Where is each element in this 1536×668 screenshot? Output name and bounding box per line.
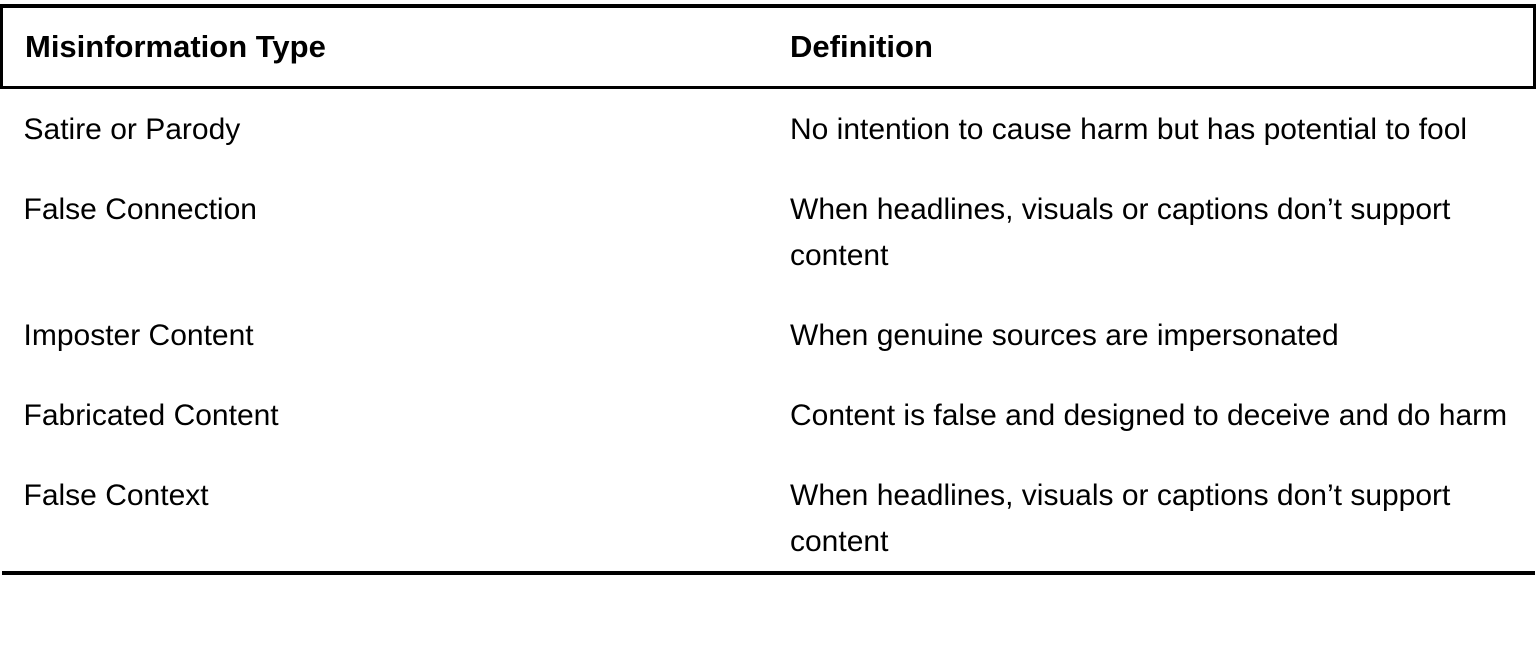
type-cell: Fabricated Content bbox=[23, 399, 279, 432]
definition-cell: Content is false and designed to deceive and do harm bbox=[790, 399, 1508, 432]
table-header bbox=[2, 6, 1535, 88]
table-row bbox=[2, 88, 1535, 170]
table-body bbox=[2, 88, 1535, 574]
definition-cell: No intention to cause harm but has potential to fool bbox=[790, 113, 1468, 146]
type-cell: Satire or Parody bbox=[23, 113, 241, 146]
definition-cell: When genuine sources are impersonated bbox=[790, 319, 1339, 352]
column-header-definition: Definition bbox=[768, 6, 1535, 88]
type-cell: False Context bbox=[2, 455, 769, 573]
table-row bbox=[2, 169, 1535, 295]
column-header-misinformation-type: Misinformation Type bbox=[2, 6, 769, 88]
table-row bbox=[2, 455, 1535, 573]
definition-cell: When headlines, visuals or captions don’t support content bbox=[768, 455, 1535, 573]
definition-cell: When headlines, visuals or captions don’t support content bbox=[790, 193, 1451, 272]
table-row bbox=[2, 375, 1535, 455]
table-row bbox=[2, 295, 1535, 375]
misinformation-table bbox=[0, 4, 1536, 575]
header-row bbox=[2, 6, 1535, 88]
type-cell: False Connection bbox=[23, 193, 257, 226]
type-cell: Imposter Content bbox=[23, 319, 254, 352]
